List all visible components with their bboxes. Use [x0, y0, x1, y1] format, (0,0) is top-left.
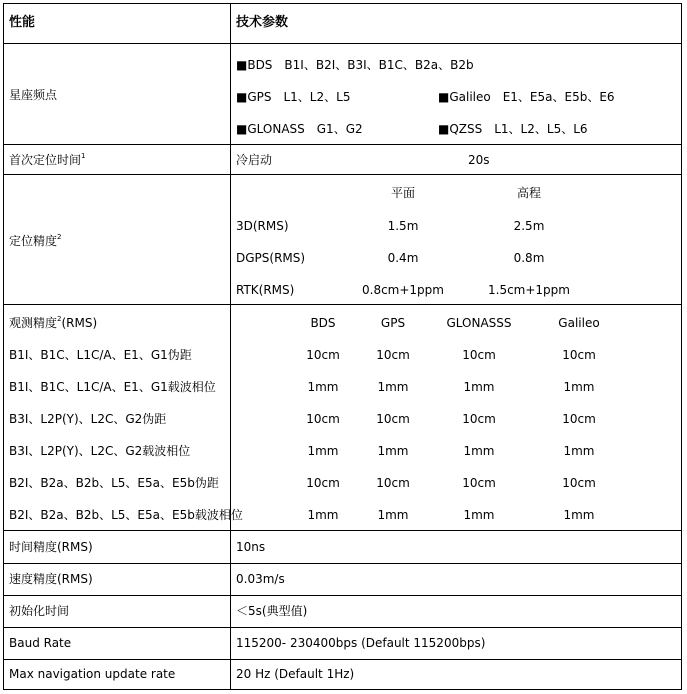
observation-label: 观测精度$^2$(RMS) — [9, 315, 98, 330]
header-performance: 性能 — [9, 15, 36, 30]
constellation-galileo: ■Galileo E1、E5a、E5b、E6 — [438, 90, 615, 104]
constellation-qzss: ■QZSS L1、L2、L5、L6 — [438, 122, 588, 136]
accuracy-label: 定位精度$^2$ — [9, 233, 62, 248]
accuracy-row-horizontal: 0.4m — [387, 251, 419, 265]
observation-row-value: 10cm — [376, 348, 410, 362]
constellation-glonass: ■GLONASS G1、G2 — [236, 122, 363, 136]
observation-row-value: 1mm — [463, 508, 495, 522]
observation-row-name: B3I、L2P(Y)、L2C、G2载波相位 — [9, 444, 191, 458]
observation-row-value: 1mm — [563, 380, 595, 394]
observation-row-value: 1mm — [463, 380, 495, 394]
ttff-mode: 冷启动 — [236, 153, 273, 167]
observation-row-value: 10cm — [562, 412, 596, 426]
observation-row-name: B1I、B1C、L1C/A、E1、G1伪距 — [9, 348, 192, 362]
accuracy-row-vertical: 0.8m — [513, 251, 545, 265]
time-accuracy-label: 时间精度(RMS) — [9, 540, 93, 554]
observation-row-value: 10cm — [462, 348, 496, 362]
accuracy-row-name: RTK(RMS) — [236, 283, 295, 297]
accuracy-row-horizontal: 1.5m — [387, 219, 419, 233]
observation-row-name: B1I、B1C、L1C/A、E1、G1载波相位 — [9, 380, 216, 394]
observation-row-value: 10cm — [306, 412, 340, 426]
observation-row-name: B3I、L2P(Y)、L2C、G2伪距 — [9, 412, 167, 426]
observation-row-value: 10cm — [562, 348, 596, 362]
accuracy-row-name: DGPS(RMS) — [236, 251, 306, 265]
velocity-accuracy-value: 0.03m/s — [236, 572, 285, 586]
observation-row-value: 10cm — [376, 476, 410, 490]
accuracy-header-vertical: 高程 — [516, 186, 541, 200]
observation-row-value: 10cm — [462, 476, 496, 490]
observation-row-value: 10cm — [562, 476, 596, 490]
observation-row-name: B2I、B2a、B2b、L5、E5a、E5b伪距 — [9, 476, 219, 490]
ttff-label: 首次定位时间$^1$ — [9, 152, 86, 167]
accuracy-row-name: 3D(RMS) — [236, 219, 289, 233]
observation-row-value: 10cm — [306, 476, 340, 490]
time-accuracy-value: 10ns — [236, 540, 266, 554]
observation-row-name: B2I、B2a、B2b、L5、E5a、E5b载波相位 — [9, 508, 243, 522]
observation-row-value: 1mm — [377, 444, 409, 458]
baud-rate-label: Baud Rate — [9, 636, 72, 650]
accuracy-header-horizontal: 平面 — [390, 186, 415, 200]
constellation-label: 星座频点 — [9, 88, 58, 102]
observation-row-value: 1mm — [307, 444, 339, 458]
accuracy-row-vertical: 1.5cm+1ppm — [488, 283, 570, 297]
observation-header-galileo: Galileo — [558, 316, 600, 330]
spec-table — [3, 3, 682, 690]
init-time-label: 初始化时间 — [9, 604, 70, 618]
observation-header-gps: GPS — [380, 316, 406, 330]
observation-header-bds: BDS — [310, 316, 336, 330]
observation-row-value: 1mm — [377, 508, 409, 522]
ttff-value: 20s — [468, 153, 490, 167]
observation-header-glonass: GLONASSS — [446, 316, 512, 330]
observation-row-value: 1mm — [563, 444, 595, 458]
accuracy-row-vertical: 2.5m — [513, 219, 545, 233]
observation-row-value: 1mm — [377, 380, 409, 394]
velocity-accuracy-label: 速度精度(RMS) — [9, 572, 93, 586]
constellation-gps: ■GPS L1、L2、L5 — [236, 90, 351, 104]
observation-row-value: 1mm — [563, 508, 595, 522]
observation-row-value: 1mm — [463, 444, 495, 458]
observation-row-value: 1mm — [307, 380, 339, 394]
observation-row-value: 10cm — [376, 412, 410, 426]
update-rate-value: 20 Hz (Default 1Hz) — [236, 667, 355, 681]
baud-rate-value: 115200- 230400bps (Default 115200bps) — [236, 636, 486, 650]
update-rate-label: Max navigation update rate — [9, 667, 176, 681]
observation-row-value: 1mm — [307, 508, 339, 522]
init-time-value: ＜5s(典型值) — [236, 604, 308, 618]
constellation-bds: ■BDS B1I、B2I、B3I、B1C、B2a、B2b — [236, 58, 474, 72]
observation-row-value: 10cm — [306, 348, 340, 362]
observation-row-value: 10cm — [462, 412, 496, 426]
header-parameters: 技术参数 — [236, 15, 289, 30]
accuracy-row-horizontal: 0.8cm+1ppm — [362, 283, 444, 297]
